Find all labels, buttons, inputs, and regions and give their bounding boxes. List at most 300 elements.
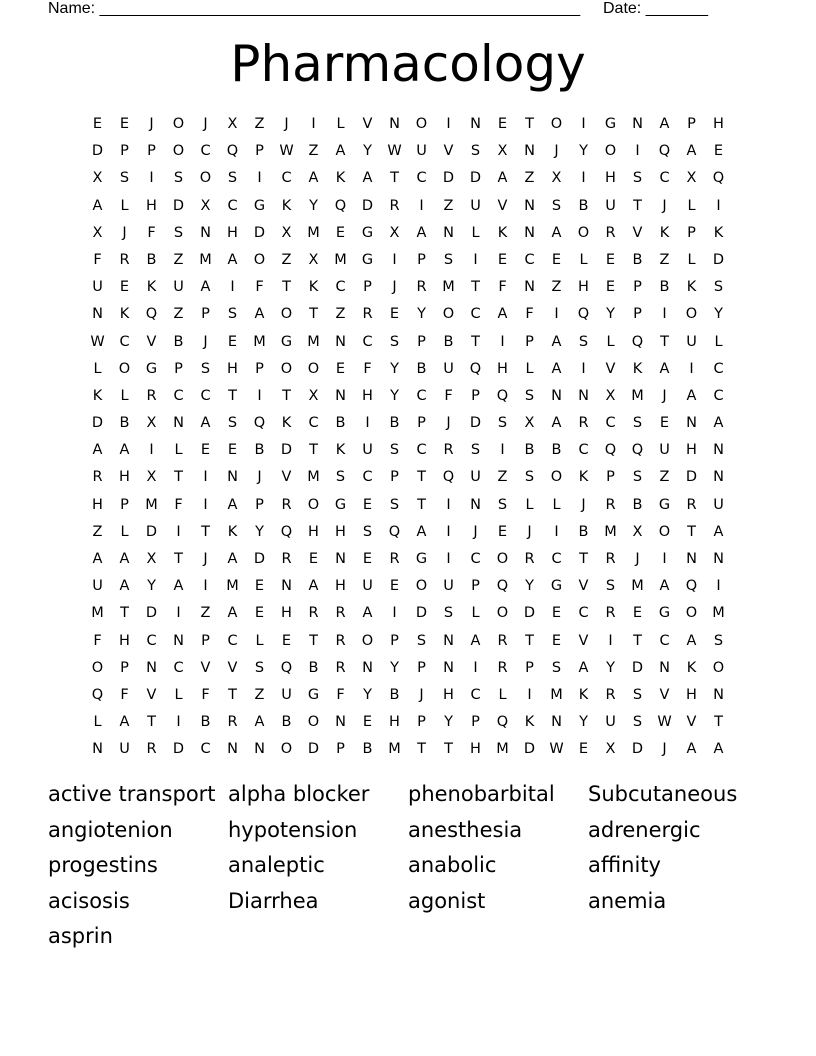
grid-letter[interactable]: D: [712, 251, 725, 268]
grid-letter[interactable]: S: [173, 224, 184, 241]
grid-letter[interactable]: X: [227, 116, 238, 132]
grid-letter[interactable]: U: [173, 279, 184, 296]
grid-letter[interactable]: P: [633, 279, 642, 296]
grid-letter[interactable]: U: [605, 197, 616, 214]
grid-letter[interactable]: U: [686, 333, 697, 350]
grid-letter[interactable]: K: [227, 523, 238, 540]
grid-letter[interactable]: J: [635, 551, 640, 567]
grid-letter[interactable]: A: [335, 143, 346, 160]
grid-letter[interactable]: G: [334, 496, 347, 513]
grid-letter[interactable]: A: [227, 605, 238, 622]
grid-letter[interactable]: R: [389, 197, 400, 214]
grid-letter[interactable]: O: [604, 143, 617, 160]
grid-letter[interactable]: A: [200, 415, 211, 432]
grid-letter[interactable]: H: [713, 116, 724, 132]
grid-letter[interactable]: Q: [496, 387, 509, 404]
grid-letter[interactable]: T: [201, 523, 210, 540]
grid-letter[interactable]: P: [363, 279, 372, 296]
grid-letter[interactable]: I: [419, 197, 424, 214]
grid-letter[interactable]: T: [228, 686, 237, 703]
grid-letter[interactable]: L: [552, 496, 561, 513]
grid-letter[interactable]: S: [497, 496, 508, 513]
grid-letter[interactable]: V: [686, 714, 697, 731]
grid-letter[interactable]: C: [713, 360, 724, 377]
grid-letter[interactable]: L: [120, 197, 129, 214]
grid-letter[interactable]: E: [551, 251, 562, 268]
grid-letter[interactable]: K: [686, 659, 697, 676]
grid-letter[interactable]: M: [226, 578, 239, 595]
grid-letter[interactable]: B: [389, 415, 400, 432]
grid-letter[interactable]: D: [469, 415, 482, 432]
grid-letter[interactable]: X: [308, 251, 319, 268]
grid-letter[interactable]: H: [686, 686, 697, 703]
grid-letter[interactable]: R: [227, 714, 238, 731]
grid-letter[interactable]: C: [362, 469, 373, 486]
grid-letter[interactable]: T: [282, 387, 291, 404]
grid-letter[interactable]: E: [362, 551, 373, 567]
grid-letter[interactable]: E: [335, 360, 346, 377]
grid-letter[interactable]: B: [632, 251, 643, 268]
grid-letter[interactable]: W: [279, 143, 294, 160]
grid-letter[interactable]: C: [335, 279, 346, 296]
grid-letter[interactable]: Q: [91, 686, 104, 703]
grid-letter[interactable]: E: [659, 415, 670, 432]
grid-letter[interactable]: N: [713, 442, 724, 459]
grid-letter[interactable]: N: [200, 224, 211, 241]
grid-letter[interactable]: M: [550, 686, 563, 703]
grid-letter[interactable]: K: [335, 170, 346, 187]
grid-letter[interactable]: A: [659, 360, 670, 377]
grid-letter[interactable]: L: [687, 197, 696, 214]
grid-letter[interactable]: I: [554, 523, 559, 540]
grid-letter[interactable]: A: [713, 523, 724, 540]
grid-letter[interactable]: L: [174, 686, 183, 703]
grid-letter[interactable]: H: [470, 741, 481, 758]
grid-letter[interactable]: O: [685, 605, 698, 622]
grid-letter[interactable]: I: [176, 523, 181, 540]
grid-letter[interactable]: R: [281, 496, 292, 513]
grid-letter[interactable]: T: [174, 551, 183, 567]
grid-letter[interactable]: A: [497, 306, 508, 323]
grid-letter[interactable]: M: [307, 469, 320, 486]
grid-letter[interactable]: Y: [255, 523, 264, 540]
grid-letter[interactable]: B: [578, 197, 589, 214]
grid-letter[interactable]: X: [92, 224, 103, 241]
grid-letter[interactable]: M: [388, 741, 401, 758]
grid-letter[interactable]: Q: [712, 170, 725, 187]
grid-letter[interactable]: A: [551, 415, 562, 432]
grid-letter[interactable]: P: [336, 741, 345, 758]
grid-letter[interactable]: O: [172, 143, 185, 160]
grid-letter[interactable]: J: [446, 415, 451, 432]
grid-letter[interactable]: R: [524, 551, 535, 567]
grid-letter[interactable]: A: [92, 551, 103, 567]
grid-letter[interactable]: R: [119, 251, 130, 268]
grid-letter[interactable]: S: [173, 170, 184, 187]
grid-letter[interactable]: T: [579, 551, 588, 567]
grid-letter[interactable]: T: [309, 306, 318, 323]
grid-letter[interactable]: Z: [443, 197, 454, 214]
grid-letter[interactable]: Q: [469, 360, 482, 377]
grid-letter[interactable]: T: [174, 469, 183, 486]
grid-letter[interactable]: R: [497, 632, 508, 649]
grid-letter[interactable]: K: [146, 279, 157, 296]
grid-letter[interactable]: C: [578, 442, 589, 459]
grid-letter[interactable]: X: [308, 387, 319, 404]
grid-letter[interactable]: F: [444, 387, 453, 404]
grid-letter[interactable]: D: [361, 197, 374, 214]
grid-letter[interactable]: T: [444, 741, 453, 758]
grid-letter[interactable]: H: [227, 360, 238, 377]
grid-letter[interactable]: S: [362, 523, 373, 540]
grid-letter[interactable]: D: [253, 551, 266, 567]
grid-letter[interactable]: X: [632, 523, 643, 540]
grid-letter[interactable]: Q: [280, 523, 293, 540]
grid-letter[interactable]: N: [470, 116, 481, 132]
grid-letter[interactable]: A: [551, 360, 562, 377]
grid-letter[interactable]: V: [227, 659, 238, 676]
grid-letter[interactable]: I: [203, 578, 208, 595]
grid-letter[interactable]: R: [416, 279, 427, 296]
grid-letter[interactable]: F: [525, 306, 534, 323]
grid-letter[interactable]: N: [146, 659, 157, 676]
grid-letter[interactable]: I: [500, 442, 505, 459]
grid-letter[interactable]: I: [392, 605, 397, 622]
grid-letter[interactable]: A: [227, 251, 238, 268]
grid-letter[interactable]: P: [255, 496, 264, 513]
grid-letter[interactable]: V: [281, 469, 292, 486]
grid-letter[interactable]: O: [199, 170, 212, 187]
grid-letter[interactable]: E: [605, 279, 616, 296]
grid-letter[interactable]: L: [174, 442, 183, 459]
grid-letter[interactable]: A: [254, 714, 265, 731]
grid-letter[interactable]: L: [93, 360, 102, 377]
grid-letter[interactable]: T: [120, 605, 129, 622]
grid-letter[interactable]: Y: [363, 143, 372, 160]
grid-letter[interactable]: M: [442, 279, 455, 296]
grid-letter[interactable]: O: [496, 551, 509, 567]
grid-letter[interactable]: P: [174, 360, 183, 377]
grid-letter[interactable]: Q: [577, 306, 590, 323]
grid-letter[interactable]: J: [257, 469, 262, 486]
grid-letter[interactable]: U: [470, 469, 481, 486]
grid-letter[interactable]: I: [716, 578, 721, 595]
grid-letter[interactable]: P: [255, 143, 264, 160]
grid-letter[interactable]: N: [713, 551, 724, 567]
grid-letter[interactable]: Q: [658, 143, 671, 160]
grid-letter[interactable]: I: [257, 170, 262, 187]
grid-letter[interactable]: P: [606, 469, 615, 486]
grid-letter[interactable]: Q: [226, 143, 239, 160]
grid-letter[interactable]: Z: [308, 143, 319, 160]
grid-letter[interactable]: N: [443, 632, 454, 649]
grid-letter[interactable]: S: [389, 442, 400, 459]
grid-letter[interactable]: Q: [496, 714, 509, 731]
grid-letter[interactable]: Z: [659, 251, 670, 268]
grid-letter[interactable]: B: [200, 714, 211, 731]
grid-letter[interactable]: B: [146, 251, 157, 268]
grid-letter[interactable]: H: [227, 224, 238, 241]
grid-letter[interactable]: Q: [253, 415, 266, 432]
grid-letter[interactable]: S: [335, 469, 346, 486]
grid-letter[interactable]: A: [686, 143, 697, 160]
grid-letter[interactable]: F: [93, 251, 102, 268]
grid-letter[interactable]: A: [551, 333, 562, 350]
grid-letter[interactable]: U: [605, 714, 616, 731]
grid-letter[interactable]: H: [92, 496, 103, 513]
grid-letter[interactable]: X: [92, 170, 103, 187]
grid-letter[interactable]: C: [281, 170, 292, 187]
grid-letter[interactable]: B: [119, 415, 130, 432]
grid-letter[interactable]: P: [471, 578, 480, 595]
grid-letter[interactable]: S: [713, 279, 724, 296]
grid-letter[interactable]: G: [550, 578, 563, 595]
grid-letter[interactable]: I: [554, 306, 559, 323]
grid-letter[interactable]: B: [551, 442, 562, 459]
grid-letter[interactable]: D: [253, 224, 266, 241]
grid-letter[interactable]: T: [714, 714, 723, 731]
grid-letter[interactable]: K: [92, 387, 103, 404]
grid-letter[interactable]: D: [415, 605, 428, 622]
grid-letter[interactable]: C: [227, 632, 238, 649]
grid-letter[interactable]: A: [362, 170, 373, 187]
grid-letter[interactable]: T: [471, 279, 480, 296]
grid-letter[interactable]: W: [387, 143, 402, 160]
grid-letter[interactable]: V: [632, 224, 643, 241]
grid-letter[interactable]: X: [146, 469, 157, 486]
grid-letter[interactable]: Z: [551, 279, 562, 296]
grid-letter[interactable]: G: [253, 197, 266, 214]
grid-letter[interactable]: L: [120, 523, 129, 540]
grid-letter[interactable]: X: [146, 551, 157, 567]
grid-letter[interactable]: X: [497, 143, 508, 160]
grid-letter[interactable]: Z: [335, 306, 346, 323]
grid-letter[interactable]: C: [578, 605, 589, 622]
grid-letter[interactable]: N: [470, 496, 481, 513]
grid-letter[interactable]: E: [389, 578, 400, 595]
grid-letter[interactable]: L: [471, 224, 480, 241]
grid-letter[interactable]: O: [280, 306, 293, 323]
grid-letter[interactable]: M: [91, 605, 104, 622]
grid-letter[interactable]: H: [308, 523, 319, 540]
grid-letter[interactable]: A: [686, 632, 697, 649]
grid-letter[interactable]: B: [524, 442, 535, 459]
grid-letter[interactable]: Z: [254, 686, 265, 703]
grid-letter[interactable]: Z: [173, 306, 184, 323]
grid-letter[interactable]: I: [446, 523, 451, 540]
grid-letter[interactable]: P: [471, 387, 480, 404]
grid-letter[interactable]: M: [604, 523, 617, 540]
grid-letter[interactable]: E: [281, 632, 292, 649]
grid-letter[interactable]: P: [120, 143, 129, 160]
grid-letter[interactable]: A: [686, 387, 697, 404]
grid-letter[interactable]: R: [605, 551, 616, 567]
grid-letter[interactable]: N: [227, 469, 238, 486]
grid-letter[interactable]: A: [686, 741, 697, 758]
grid-letter[interactable]: E: [713, 143, 724, 160]
grid-letter[interactable]: S: [470, 442, 481, 459]
grid-letter[interactable]: L: [336, 116, 345, 132]
grid-letter[interactable]: E: [335, 224, 346, 241]
grid-letter[interactable]: A: [227, 551, 238, 567]
grid-letter[interactable]: G: [280, 333, 293, 350]
grid-letter[interactable]: Z: [497, 469, 508, 486]
grid-letter[interactable]: Y: [309, 197, 318, 214]
grid-letter[interactable]: R: [92, 469, 103, 486]
grid-letter[interactable]: Q: [388, 523, 401, 540]
grid-letter[interactable]: E: [362, 714, 373, 731]
grid-letter[interactable]: N: [335, 551, 346, 567]
grid-letter[interactable]: C: [659, 170, 670, 187]
grid-letter[interactable]: A: [470, 632, 481, 649]
grid-letter[interactable]: A: [119, 578, 130, 595]
grid-letter[interactable]: S: [389, 333, 400, 350]
grid-letter[interactable]: J: [527, 523, 532, 540]
grid-letter[interactable]: J: [419, 686, 424, 703]
grid-letter[interactable]: S: [470, 143, 481, 160]
grid-letter[interactable]: A: [713, 415, 724, 432]
grid-letter[interactable]: V: [362, 116, 373, 132]
grid-letter[interactable]: Z: [281, 251, 292, 268]
grid-letter[interactable]: S: [551, 659, 562, 676]
grid-letter[interactable]: A: [119, 551, 130, 567]
grid-letter[interactable]: E: [497, 116, 508, 132]
grid-letter[interactable]: P: [201, 632, 210, 649]
grid-letter[interactable]: L: [255, 632, 264, 649]
grid-letter[interactable]: B: [578, 523, 589, 540]
grid-letter[interactable]: C: [713, 387, 724, 404]
grid-letter[interactable]: E: [227, 442, 238, 459]
grid-letter[interactable]: W: [549, 741, 564, 758]
grid-letter[interactable]: O: [307, 360, 320, 377]
grid-letter[interactable]: T: [633, 632, 642, 649]
grid-letter[interactable]: N: [443, 224, 454, 241]
grid-letter[interactable]: U: [119, 741, 130, 758]
grid-letter[interactable]: N: [389, 116, 400, 132]
grid-letter[interactable]: P: [417, 415, 426, 432]
grid-letter[interactable]: A: [227, 496, 238, 513]
grid-letter[interactable]: J: [122, 224, 127, 241]
grid-letter[interactable]: H: [146, 197, 157, 214]
grid-letter[interactable]: P: [471, 714, 480, 731]
name-field[interactable]: ______________________________________________________: [99, 0, 581, 17]
grid-letter[interactable]: T: [309, 442, 318, 459]
grid-letter[interactable]: S: [119, 170, 130, 187]
grid-letter[interactable]: Y: [714, 306, 723, 323]
grid-letter[interactable]: C: [200, 387, 211, 404]
grid-letter[interactable]: K: [281, 197, 292, 214]
grid-letter[interactable]: G: [658, 605, 671, 622]
grid-letter[interactable]: F: [201, 686, 210, 703]
grid-letter[interactable]: S: [524, 469, 535, 486]
grid-letter[interactable]: G: [415, 551, 428, 567]
grid-letter[interactable]: J: [662, 197, 667, 214]
grid-letter[interactable]: R: [335, 605, 346, 622]
grid-letter[interactable]: C: [173, 659, 184, 676]
grid-letter[interactable]: G: [658, 496, 671, 513]
grid-letter[interactable]: I: [392, 251, 397, 268]
grid-letter[interactable]: S: [227, 306, 238, 323]
grid-letter[interactable]: C: [200, 143, 211, 160]
grid-letter[interactable]: M: [253, 333, 266, 350]
grid-letter[interactable]: B: [335, 415, 346, 432]
grid-letter[interactable]: S: [227, 415, 238, 432]
grid-letter[interactable]: E: [308, 551, 319, 567]
grid-letter[interactable]: C: [308, 415, 319, 432]
grid-letter[interactable]: D: [91, 415, 104, 432]
grid-letter[interactable]: O: [685, 306, 698, 323]
grid-letter[interactable]: J: [203, 333, 208, 350]
grid-letter[interactable]: I: [365, 415, 370, 432]
grid-letter[interactable]: Y: [390, 360, 399, 377]
grid-letter[interactable]: I: [473, 659, 478, 676]
grid-letter[interactable]: P: [390, 632, 399, 649]
grid-letter[interactable]: O: [496, 605, 509, 622]
grid-letter[interactable]: A: [362, 605, 373, 622]
grid-letter[interactable]: P: [687, 116, 696, 132]
grid-letter[interactable]: U: [362, 578, 373, 595]
grid-letter[interactable]: F: [498, 279, 507, 296]
grid-letter[interactable]: N: [92, 741, 103, 758]
grid-letter[interactable]: S: [632, 714, 643, 731]
grid-letter[interactable]: N: [524, 143, 535, 160]
grid-letter[interactable]: J: [392, 279, 397, 296]
grid-letter[interactable]: A: [416, 523, 427, 540]
grid-letter[interactable]: C: [146, 632, 157, 649]
grid-letter[interactable]: V: [497, 197, 508, 214]
grid-letter[interactable]: B: [443, 333, 454, 350]
grid-letter[interactable]: K: [659, 224, 670, 241]
grid-letter[interactable]: J: [662, 741, 667, 758]
grid-letter[interactable]: A: [119, 714, 130, 731]
grid-letter[interactable]: S: [632, 469, 643, 486]
grid-letter[interactable]: E: [227, 333, 238, 350]
grid-letter[interactable]: A: [551, 224, 562, 241]
grid-letter[interactable]: N: [686, 415, 697, 432]
grid-letter[interactable]: O: [415, 578, 428, 595]
grid-letter[interactable]: I: [581, 116, 586, 132]
grid-letter[interactable]: L: [471, 605, 480, 622]
grid-letter[interactable]: C: [119, 333, 130, 350]
grid-letter[interactable]: D: [631, 659, 644, 676]
grid-letter[interactable]: Z: [524, 170, 535, 187]
grid-letter[interactable]: L: [579, 251, 588, 268]
grid-letter[interactable]: C: [470, 551, 481, 567]
grid-letter[interactable]: X: [551, 170, 562, 187]
grid-letter[interactable]: L: [120, 387, 129, 404]
grid-letter[interactable]: K: [578, 686, 589, 703]
grid-letter[interactable]: N: [173, 415, 184, 432]
grid-letter[interactable]: M: [631, 387, 644, 404]
grid-letter[interactable]: S: [524, 387, 535, 404]
grid-letter[interactable]: K: [686, 279, 697, 296]
grid-letter[interactable]: U: [281, 686, 292, 703]
grid-letter[interactable]: I: [473, 251, 478, 268]
grid-letter[interactable]: N: [551, 387, 562, 404]
grid-letter[interactable]: Y: [390, 387, 399, 404]
grid-letter[interactable]: H: [362, 387, 373, 404]
grid-letter[interactable]: L: [606, 333, 615, 350]
grid-letter[interactable]: R: [146, 741, 157, 758]
grid-letter[interactable]: Y: [147, 578, 156, 595]
grid-letter[interactable]: M: [631, 578, 644, 595]
grid-letter[interactable]: C: [470, 686, 481, 703]
grid-letter[interactable]: G: [361, 224, 374, 241]
grid-letter[interactable]: O: [658, 523, 671, 540]
grid-letter[interactable]: X: [605, 387, 616, 404]
grid-letter[interactable]: L: [525, 496, 534, 513]
grid-letter[interactable]: H: [335, 578, 346, 595]
